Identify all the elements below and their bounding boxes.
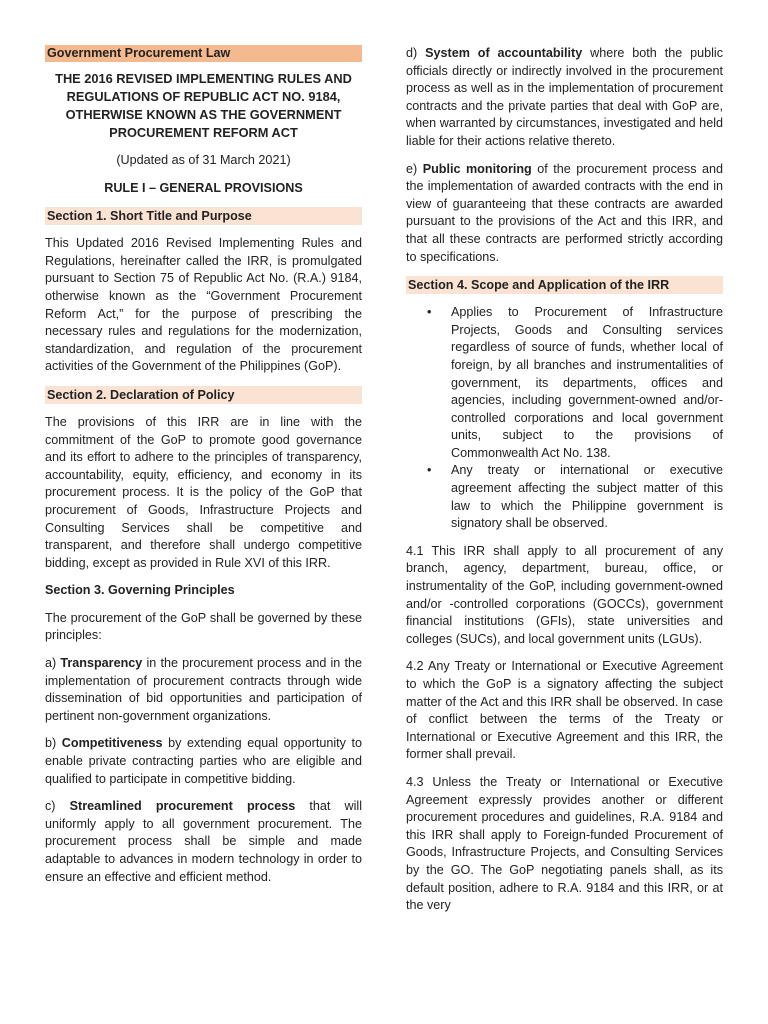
principle-a	[45, 655, 362, 725]
principle-b-prefix: b)	[45, 736, 62, 751]
left-column	[45, 45, 362, 896]
principle-d-text: where both the public officials directly or indirectly involved in the procurement process as well as in the implementation of procurement contracts and the private parties that deal with GoP are, when warranted by circumstances, investigated and held liable for their actions relative thereto.	[406, 46, 723, 148]
principle-a-prefix: a)	[45, 656, 61, 671]
principle-c	[45, 798, 362, 886]
principle-d	[406, 45, 723, 151]
document-title: THE 2016 REVISED IMPLEMENTING RULES AND REGULATIONS OF REPUBLIC ACT NO. 9184, OTHERWISE KNOWN AS THE GOVERNMENT PROCUREMENT REFORM ACT	[55, 71, 352, 140]
principle-c-text: that will uniformly apply to all government procurement. The procurement process shall be simple and made adaptable to advances in modern technology in order to ensure an effective and efficient method.	[45, 799, 362, 884]
section-4-heading: Section 4. Scope and Application of the IRR	[406, 276, 723, 294]
law-label: Government Procurement Law	[45, 45, 362, 62]
paragraph-4-2: 4.2 Any Treaty or International or Executive Agreement to which the GoP is a signatory affecting the subject matter of the Act and this IRR shall be observed. In case of conflict between the terms of the Treaty or International or Executive Agreement and this IRR, the former shall prevail.	[406, 659, 723, 762]
principle-d-prefix: d)	[406, 46, 426, 60]
updated-date: (Updated as of 31 March 2021)	[116, 153, 291, 167]
scope-bullet-list	[406, 304, 723, 533]
section-2-heading: Section 2. Declaration of Policy	[45, 386, 362, 404]
principle-e-prefix: e)	[406, 161, 423, 176]
paragraph-4-3: 4.3 Unless the Treaty or International or Executive Agreement expressly provides another or different procurement procedures and guidelines, R.A. 9184 and this IRR shall apply to Foreign-funded Procurement of Goods, Infrastructure Projects, and Consulting Services by the GO. The GoP negotiating panels shall, as its default position, adhere to R.A. 9184 and this IRR, or at the very	[406, 774, 723, 913]
list-item: • Any treaty or international or executive agreement affecting the subject matter of this law to which the Philippine government is signatory shall be observed.	[451, 462, 723, 532]
principle-c-term: Streamlined procurement process	[69, 799, 296, 814]
section-1-heading: Section 1. Short Title and Purpose	[45, 207, 362, 225]
principle-b	[45, 735, 362, 788]
principle-d-term: System of accountability	[425, 46, 583, 60]
list-item: • Applies to Procurement of Infrastructure Projects, Goods and Consulting services regardless of source of funds, whether local of foreign, by all branches and instrumentalities of government, its departments, offices and agencies, including government-owned and/or-controlled corporations and local government units, subject to the provisions of Commonwealth Act No. 138.	[451, 304, 723, 462]
section-3-intro: The procurement of the GoP shall be governed by these principles:	[45, 610, 362, 643]
section-1-text: This Updated 2016 Revised Implementing Rules and Regulations, hereinafter called the IRR, is promulgated pursuant to Section 75 of Republic Act No. (R.A.) 9184, otherwise known as the “Government Procurement Reform Act,” for the purpose of prescribing the necessary rules and regulations for the modernization, standardization, and regulation of the procurement activities of the Government of the Philippines (GoP).	[45, 236, 362, 374]
right-column	[406, 45, 723, 925]
paragraph-4-1: 4.1 This IRR shall apply to all procurement of any branch, agency, department, bureau, office, or instrumentality of the GoP, including government-owned and/or -controlled corporations (GOCCs), government financial institutions (GFIs), state universities and colleges (SUCs), and local government units (LGUs).	[406, 543, 723, 646]
principle-b-term: Competitiveness	[61, 736, 163, 751]
principle-a-text: in the procurement process and in the implementation of procurement contracts through wide dissemination of bid opportunities and participation of pertinent non-government organizations.	[45, 656, 362, 723]
rule-heading: RULE I – GENERAL PROVISIONS	[104, 180, 303, 195]
principle-e-text: of the procurement process and the implementation of awarded contracts with the end in view of guaranteeing that these contracts are awarded pursuant to the provisions of the Act and this IRR, and that all these contracts are performed strictly according to specifications.	[406, 161, 724, 264]
section-3-heading: Section 3. Governing Principles	[45, 583, 235, 598]
principle-a-term: Transparency	[60, 656, 143, 671]
principle-c-prefix: c)	[45, 799, 70, 814]
principle-e-term: Public monitoring	[422, 161, 532, 176]
principle-b-text: by extending equal opportunity to enable private contracting parties who are eligible and qualified to participate in competitive bidding.	[45, 736, 362, 786]
section-2-text: The provisions of this IRR are in line with the commitment of the GoP to promote good governance and its effort to adhere to the principles of transparency, accountability, equity, efficiency, and economy in its procurement process. It is the policy of the GoP that procurement of Goods, Infrastructure Projects and Consulting Services shall be competitive and transparent, and therefore shall undergo competitive bidding, except as provided in Rule XVI of this IRR.	[45, 414, 362, 570]
principle-e	[406, 161, 723, 267]
